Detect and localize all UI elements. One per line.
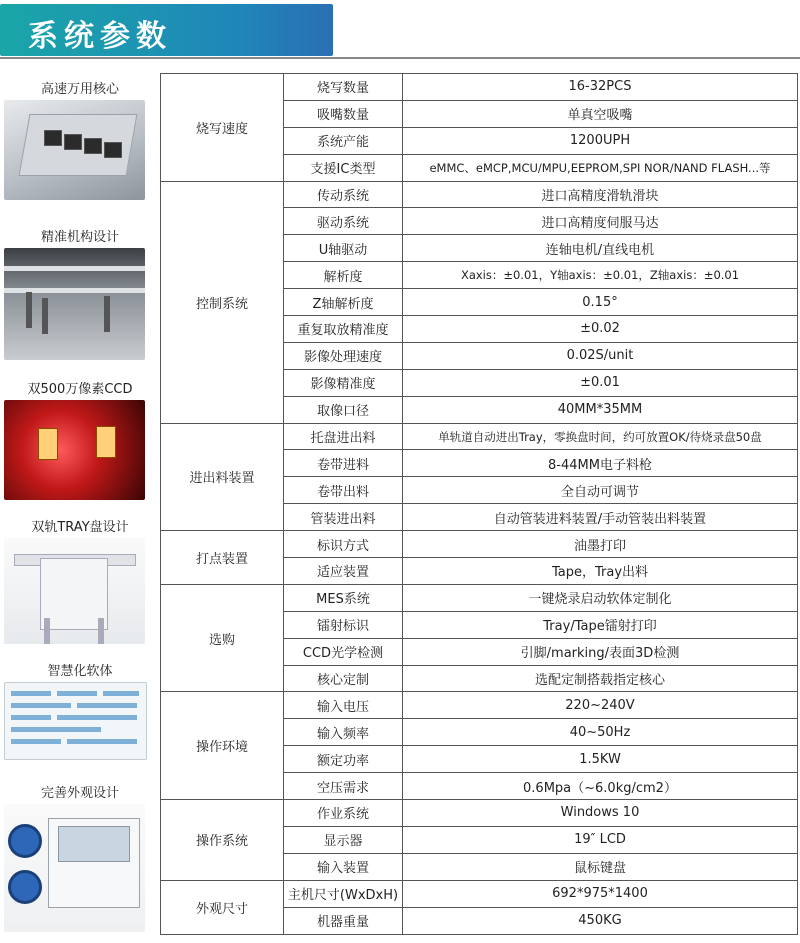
spec-value: 油墨打印 bbox=[403, 531, 798, 558]
spec-item: 影像处理速度 bbox=[284, 342, 403, 369]
spec-category: 操作环境 bbox=[161, 692, 284, 800]
spec-item: 烧写数量 bbox=[284, 74, 403, 101]
spec-value: 8-44MM电子料枪 bbox=[403, 450, 798, 477]
spec-value: 单真空吸嘴 bbox=[403, 100, 798, 127]
spec-value: 自动管装进料装置/手动管装出料装置 bbox=[403, 504, 798, 531]
spec-item: 驱动系统 bbox=[284, 208, 403, 235]
feature-column bbox=[0, 62, 160, 943]
spec-item: 卷带出料 bbox=[284, 477, 403, 504]
spec-item: 适应装置 bbox=[284, 558, 403, 585]
spec-category: 进出料装置 bbox=[161, 423, 284, 531]
spec-value: 单轨道自动进出Tray，零换盘时间，约可放置OK/待烧录盘50盘 bbox=[403, 423, 798, 450]
core-module-image bbox=[4, 100, 145, 200]
feature-label: 精准机构设计 bbox=[40, 230, 119, 245]
spec-row bbox=[161, 423, 798, 450]
spec-item: 输入频率 bbox=[284, 719, 403, 746]
spec-item: 系统产能 bbox=[284, 127, 403, 154]
spec-value: 进口高精度滑轨滑块 bbox=[403, 181, 798, 208]
spec-item: 影像精准度 bbox=[284, 369, 403, 396]
spec-value: 全自动可调节 bbox=[403, 477, 798, 504]
feature-label: 高速万用核心 bbox=[40, 82, 119, 97]
spec-row bbox=[161, 181, 798, 208]
spec-item: 空压需求 bbox=[284, 773, 403, 800]
spec-item: 重复取放精准度 bbox=[284, 316, 403, 343]
spec-value: 1.5KW bbox=[403, 746, 798, 773]
spec-item: 取像口径 bbox=[284, 396, 403, 423]
ccd-image bbox=[4, 400, 145, 500]
spec-value: 选配定制搭载指定核心 bbox=[403, 665, 798, 692]
spec-item: 支援IC类型 bbox=[284, 154, 403, 181]
spec-category: 打点装置 bbox=[161, 531, 284, 585]
spec-item: 解析度 bbox=[284, 262, 403, 289]
feature-label: 双轨TRAY盘设计 bbox=[31, 520, 129, 535]
spec-category: 控制系统 bbox=[161, 181, 284, 423]
spec-value: 450KG bbox=[403, 907, 798, 934]
feature-label: 完善外观设计 bbox=[40, 786, 119, 801]
spec-item: Z轴解析度 bbox=[284, 289, 403, 316]
spec-item: 主机尺寸(WxDxH) bbox=[284, 880, 403, 907]
spec-item: U轴驱动 bbox=[284, 235, 403, 262]
spec-value: 一键烧录启动软体定制化 bbox=[403, 584, 798, 611]
spec-value: Tape，Tray出料 bbox=[403, 558, 798, 585]
spec-value: Tray/Tape镭射打印 bbox=[403, 611, 798, 638]
spec-category: 烧写速度 bbox=[161, 74, 284, 182]
software-screenshot-image bbox=[4, 682, 147, 760]
spec-row bbox=[161, 531, 798, 558]
spec-category: 选购 bbox=[161, 584, 284, 692]
feature-label: 双500万像素CCD bbox=[27, 382, 133, 397]
spec-item: 输入电压 bbox=[284, 692, 403, 719]
spec-value: 220~240V bbox=[403, 692, 798, 719]
spec-item: 传动系统 bbox=[284, 181, 403, 208]
spec-item: 机器重量 bbox=[284, 907, 403, 934]
spec-item: 标识方式 bbox=[284, 531, 403, 558]
spec-value: 1200UPH bbox=[403, 127, 798, 154]
spec-value: eMMC、eMCP,MCU/MPU,EEPROM,SPI NOR/NAND FLASH...等 bbox=[403, 154, 798, 181]
spec-item: 卷带进料 bbox=[284, 450, 403, 477]
spec-value: 40~50Hz bbox=[403, 719, 798, 746]
spec-value: 692*975*1400 bbox=[403, 880, 798, 907]
spec-value: 鼠标键盘 bbox=[403, 853, 798, 880]
spec-item: 吸嘴数量 bbox=[284, 100, 403, 127]
spec-item: 托盘进出料 bbox=[284, 423, 403, 450]
spec-item: 输入装置 bbox=[284, 853, 403, 880]
feature-label: 智慧化软体 bbox=[47, 664, 113, 679]
spec-item: 镭射标识 bbox=[284, 611, 403, 638]
spec-row bbox=[161, 800, 798, 827]
spec-value: 40MM*35MM bbox=[403, 396, 798, 423]
title-banner bbox=[0, 4, 333, 56]
spec-value: 0.02S/unit bbox=[403, 342, 798, 369]
spec-value: 连轴电机/直线电机 bbox=[403, 235, 798, 262]
spec-value: 0.15° bbox=[403, 289, 798, 316]
spec-item: 管装进出料 bbox=[284, 504, 403, 531]
spec-value: 19″ LCD bbox=[403, 826, 798, 853]
spec-value: Windows 10 bbox=[403, 800, 798, 827]
spec-row bbox=[161, 880, 798, 907]
tray-machine-image bbox=[4, 538, 145, 644]
spec-category: 操作系统 bbox=[161, 800, 284, 881]
spec-item: 显示器 bbox=[284, 826, 403, 853]
spec-row bbox=[161, 584, 798, 611]
spec-value: ±0.01 bbox=[403, 369, 798, 396]
spec-item: 额定功率 bbox=[284, 746, 403, 773]
mechanism-image bbox=[4, 248, 145, 360]
spec-category: 外观尺寸 bbox=[161, 880, 284, 934]
spec-item: CCD光学检测 bbox=[284, 638, 403, 665]
spec-value: 0.6Mpa（~6.0kg/cm2） bbox=[403, 773, 798, 800]
section-header bbox=[0, 0, 800, 62]
spec-row bbox=[161, 74, 798, 101]
header-divider bbox=[0, 57, 800, 59]
spec-item: 作业系统 bbox=[284, 800, 403, 827]
spec-item: MES系统 bbox=[284, 584, 403, 611]
spec-value: ±0.02 bbox=[403, 316, 798, 343]
spec-value: 引脚/marking/表面3D检测 bbox=[403, 638, 798, 665]
spec-value: 进口高精度伺服马达 bbox=[403, 208, 798, 235]
spec-value: 16-32PCS bbox=[403, 74, 798, 101]
spec-row bbox=[161, 692, 798, 719]
page-title: 系统参数 bbox=[28, 19, 172, 54]
spec-value: Xaxis：±0.01，Y轴axis：±0.01，Z轴axis：±0.01 bbox=[403, 262, 798, 289]
spec-table bbox=[160, 73, 798, 935]
machine-exterior-image bbox=[4, 804, 145, 932]
spec-item: 核心定制 bbox=[284, 665, 403, 692]
